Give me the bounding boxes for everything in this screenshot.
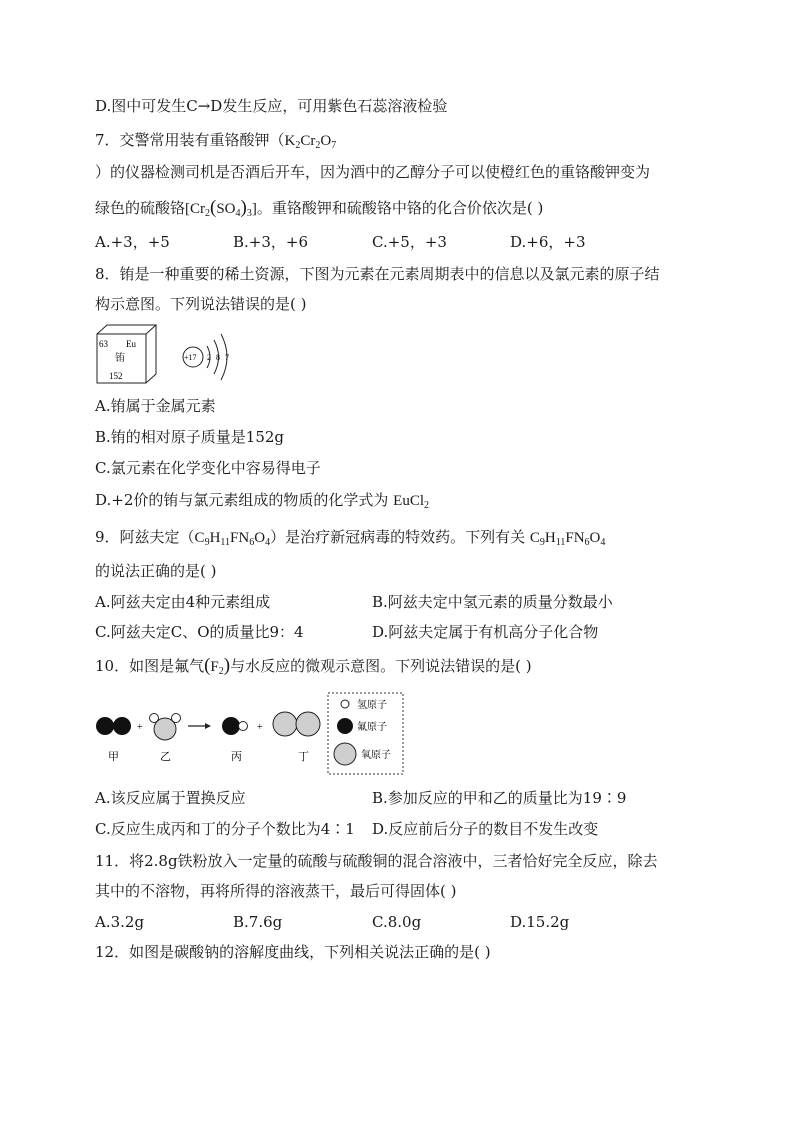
atom-legend xyxy=(328,693,403,774)
molecule-jia xyxy=(96,717,131,735)
plus-sign: + xyxy=(137,722,143,733)
label-ding: 丁 xyxy=(298,751,309,763)
chlorine-atom-diagram xyxy=(183,334,229,380)
q10-option-c: C.反应生成丙和丁的分子个数比为4∶1 xyxy=(95,820,355,838)
f2-formula: $(F_2)$ xyxy=(204,655,231,677)
element-name: 铕 xyxy=(115,353,125,364)
q11-stem-line1: 11．将2.8g铁粉放入一定量的硫酸与硫酸铜的混合溶液中，三者恰好完全反应，除去 xyxy=(95,852,658,870)
q10-option-a: A.该反应属于置换反应 xyxy=(95,789,246,807)
q9-option-b: B.阿兹夫定中氢元素的质量分数最小 xyxy=(372,593,613,611)
oxygen-atom xyxy=(296,712,320,736)
fluorine-atom xyxy=(222,717,240,735)
oxygen-atom xyxy=(154,718,176,740)
q11-option-b: B.7.6g xyxy=(233,913,283,931)
q7-stem-prefix: 7．交警常用装有重铬酸钾（ xyxy=(95,131,285,149)
legend-oxygen-label: 氧原子 xyxy=(361,750,391,761)
molecule-bing xyxy=(222,717,248,735)
oxygen-atom xyxy=(273,712,297,736)
label-jia: 甲 xyxy=(108,751,119,763)
q11-stem-line2: 其中的不溶物，再将所得的溶液蒸干，最后可得固体( ) xyxy=(95,882,457,900)
nucleus-charge: +17 xyxy=(184,353,197,362)
q9-stem-line1: 9．阿兹夫定$(C_9H_{11}FN_6O_4)$是治疗新冠病毒的特效药。下列有关 $C_9H_{11}FN_6O_4$ xyxy=(95,528,606,548)
q6-option-d: D.图中可发生C→D发生反应，可用紫色石蕊溶液检验 xyxy=(95,97,448,115)
q7-stem-line1 xyxy=(95,130,336,151)
q8-stem-line1: 8．铕是一种重要的稀土资源，下图为元素在元素周期表中的信息以及氯元素的原子结 xyxy=(95,265,660,283)
q8-option-a: A.铕属于金属元素 xyxy=(95,397,216,415)
q11-option-d: D.15.2g xyxy=(510,913,570,931)
molecule-ding xyxy=(273,712,320,736)
q7-option-b: B.+3，+6 xyxy=(233,233,309,251)
q7-option-c: C.+5，+3 xyxy=(372,233,447,251)
q10-stem: 10．如图是氟气$(F_2)$与水反应的微观示意图。下列说法错误的是( ) xyxy=(95,655,532,677)
hydrogen-atom xyxy=(239,722,248,731)
azvudine-formula-1: $C_9H_{11}FN_6O_4$ xyxy=(194,530,271,548)
reaction-arrow-icon xyxy=(188,723,211,729)
legend-hydrogen-icon xyxy=(341,700,349,708)
legend-fluorine-icon xyxy=(337,718,353,734)
q9-stem-line2: 的说法正确的是( ) xyxy=(95,562,217,580)
q9-option-d: D.阿兹夫定属于有机高分子化合物 xyxy=(372,623,599,641)
legend-hydrogen-label: 氢原子 xyxy=(357,700,387,711)
fluorine-atom xyxy=(96,717,114,735)
shell-electrons-2: 8 xyxy=(216,353,220,362)
label-yi: 乙 xyxy=(160,751,171,763)
plus-sign: + xyxy=(257,722,263,733)
q7-stem-line3: 绿色的硫酸铬$[Cr_2(SO_4)_3]$。重铬酸钾和硫酸铬中铬的化合价依次是( ) xyxy=(95,197,544,219)
q9-option-c: C.阿兹夫定C、O的质量比9：4 xyxy=(95,623,304,641)
q10-option-d: D.反应前后分子的数目不发生改变 xyxy=(372,820,599,838)
q8-option-b: B.铕的相对原子质量是152g xyxy=(95,428,285,446)
q8-stem-line2: 构示意图。下列说法错误的是( ) xyxy=(95,295,307,313)
q11-option-c: C.8.0g xyxy=(372,913,422,931)
q10-reaction-diagram xyxy=(92,690,407,778)
legend-oxygen-icon xyxy=(334,743,356,765)
fluorine-atom xyxy=(113,717,131,735)
element-atomic-mass: 152 xyxy=(109,371,123,381)
element-atomic-number: 63 xyxy=(99,339,108,349)
q7-option-d: D.+6，+3 xyxy=(510,233,586,251)
q8-figure xyxy=(95,324,245,386)
q7-option-a: A.+3，+5 xyxy=(95,233,170,251)
element-card-eu xyxy=(97,325,156,383)
q8-option-c: C.氯元素在化学变化中容易得电子 xyxy=(95,459,321,477)
q11-option-a: A.3.2g xyxy=(95,913,145,931)
q7-sulfate-formula: $[Cr_2(SO_4)_3]$ xyxy=(185,197,257,219)
q9-option-a: A.阿兹夫定由4种元素组成 xyxy=(95,593,271,611)
eucl2-formula: EuCl$_2$ xyxy=(393,493,429,511)
shell-electrons-3: 7 xyxy=(225,353,229,362)
q7-dichromate-formula: $K_2Cr_2O_7$ xyxy=(284,133,337,151)
molecule-yi xyxy=(150,714,181,741)
q7-stem-line2: ）的仪器检测司机是否酒后开车，因为酒中的乙醇分子可以使橙红色的重铬酸钾变为 xyxy=(95,163,651,181)
q12-stem: 12．如图是碳酸钠的溶解度曲线，下列相关说法正确的是( ) xyxy=(95,943,491,961)
q10-option-b: B.参加反应的甲和乙的质量比为19∶9 xyxy=(372,789,627,807)
azvudine-formula-2: $C_9H_{11}FN_6O_4$ xyxy=(529,530,606,548)
shell-electrons-1: 2 xyxy=(207,353,211,362)
q8-option-d: D.+2价的铕与氯元素组成的物质的化学式为 EuCl$_2$ xyxy=(95,491,429,511)
legend-fluorine-label: 氟原子 xyxy=(357,722,387,733)
element-symbol: Eu xyxy=(126,339,136,349)
label-bing: 丙 xyxy=(231,751,242,763)
